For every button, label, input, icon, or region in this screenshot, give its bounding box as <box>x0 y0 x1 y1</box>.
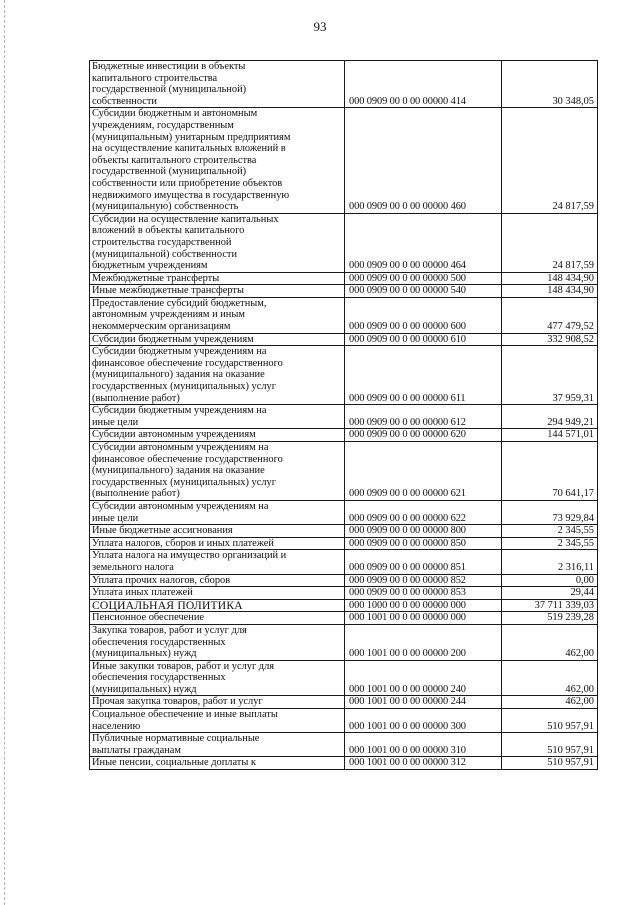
row-name-cell: Уплата налога на имущество организаций и земельного налога <box>90 550 345 574</box>
row-amount-cell: 332 908,52 <box>502 333 598 346</box>
row-code-cell: 000 0909 00 0 00 00000 621 <box>345 442 502 501</box>
row-name-cell: СОЦИАЛЬНАЯ ПОЛИТИКА <box>90 599 345 612</box>
row-code-cell: 000 0909 00 0 00 00000 414 <box>345 61 502 108</box>
row-code-cell: 000 0909 00 0 00 00000 850 <box>345 537 502 550</box>
row-name-cell: Субсидии бюджетным учреждениям на финансовое обеспечение государственного (муниципального) задания на оказание государственных (муниципальных) услуг (выполнение работ) <box>90 346 345 405</box>
row-code-cell: 000 0909 00 0 00 00000 464 <box>345 213 502 272</box>
table-row <box>90 525 598 538</box>
row-name-cell: Закупка товаров, работ и услуг для обеспечения государственных (муниципальных) нужд <box>90 624 345 660</box>
row-code-cell: 000 0909 00 0 00 00000 851 <box>345 550 502 574</box>
table-row <box>90 709 598 733</box>
table-row <box>90 757 598 770</box>
scan-edge <box>4 0 6 905</box>
row-name-cell: Публичные нормативные социальные выплаты гражданам <box>90 733 345 757</box>
row-name-cell: Иные межбюджетные трансферты <box>90 285 345 298</box>
row-code-cell: 000 0909 00 0 00 00000 600 <box>345 297 502 333</box>
row-amount-cell: 462,00 <box>502 624 598 660</box>
row-name-cell: Бюджетные инвестиции в объекты капитального строительства государственной (муниципальной) собственности <box>90 61 345 108</box>
row-amount-cell: 73 929,84 <box>502 500 598 524</box>
row-name-cell: Субсидии бюджетным и автономным учреждениям, государственным (муниципальным) унитарным предприятиям на осуществление капитальных вложений в объекты капитального строительства государственной (муниципальной) собственности или приобретение объектов недвижимого имущества в государственную (муниципальную) собственность <box>90 108 345 213</box>
table-row <box>90 550 598 574</box>
row-name-cell: Иные закупки товаров, работ и услуг для обеспечения государственных (муниципальных) нужд <box>90 660 345 696</box>
row-name-cell: Предоставление субсидий бюджетным, автономным учреждениям и иным некоммерческим организациям <box>90 297 345 333</box>
row-name-cell: Иные бюджетные ассигнования <box>90 525 345 538</box>
row-code-cell: 000 1001 00 0 00 00000 200 <box>345 624 502 660</box>
row-amount-cell: 30 348,05 <box>502 61 598 108</box>
row-amount-cell: 294 949,21 <box>502 405 598 429</box>
row-amount-cell: 510 957,91 <box>502 733 598 757</box>
row-code-cell: 000 0909 00 0 00 00000 500 <box>345 272 502 285</box>
row-amount-cell: 144 571,01 <box>502 429 598 442</box>
row-amount-cell: 24 817,59 <box>502 108 598 213</box>
row-amount-cell: 477 479,52 <box>502 297 598 333</box>
section-row <box>90 599 598 612</box>
row-code-cell: 000 0909 00 0 00 00000 620 <box>345 429 502 442</box>
row-name-cell: Пенсионное обеспечение <box>90 612 345 625</box>
table-row <box>90 660 598 696</box>
row-code-cell: 000 0909 00 0 00 00000 612 <box>345 405 502 429</box>
table-row <box>90 108 598 213</box>
table-row <box>90 442 598 501</box>
row-name-cell: Социальное обеспечение и иные выплаты населению <box>90 709 345 733</box>
row-amount-cell: 462,00 <box>502 696 598 709</box>
row-amount-cell: 2 345,55 <box>502 525 598 538</box>
row-name-cell: Субсидии бюджетным учреждениям на иные цели <box>90 405 345 429</box>
row-name-cell: Уплата налогов, сборов и иных платежей <box>90 537 345 550</box>
table-row <box>90 612 598 625</box>
row-code-cell: 000 0909 00 0 00 00000 610 <box>345 333 502 346</box>
table-body <box>90 61 598 770</box>
table-row <box>90 574 598 587</box>
table-row <box>90 333 598 346</box>
row-name-cell: Субсидии автономным учреждениям <box>90 429 345 442</box>
table-row <box>90 285 598 298</box>
row-amount-cell: 0,00 <box>502 574 598 587</box>
page-number: 93 <box>313 19 327 34</box>
row-amount-cell: 37 711 339,03 <box>502 599 598 612</box>
table-row <box>90 587 598 600</box>
row-amount-cell: 2 316,11 <box>502 550 598 574</box>
table-row <box>90 696 598 709</box>
row-amount-cell: 148 434,90 <box>502 272 598 285</box>
row-amount-cell: 148 434,90 <box>502 285 598 298</box>
row-amount-cell: 29,44 <box>502 587 598 600</box>
row-code-cell: 000 0909 00 0 00 00000 611 <box>345 346 502 405</box>
row-code-cell: 000 0909 00 0 00 00000 622 <box>345 500 502 524</box>
row-code-cell: 000 1001 00 0 00 00000 000 <box>345 612 502 625</box>
row-code-cell: 000 0909 00 0 00 00000 853 <box>345 587 502 600</box>
table-row <box>90 272 598 285</box>
table-row <box>90 297 598 333</box>
table-row <box>90 213 598 272</box>
row-name-cell: Межбюджетные трансферты <box>90 272 345 285</box>
table-row <box>90 61 598 108</box>
row-code-cell: 000 1000 00 0 00 00000 000 <box>345 599 502 612</box>
row-name-cell: Субсидии бюджетным учреждениям <box>90 333 345 346</box>
row-amount-cell: 70 641,17 <box>502 442 598 501</box>
table-row <box>90 405 598 429</box>
row-name-cell: Субсидии автономным учреждениям на иные цели <box>90 500 345 524</box>
row-amount-cell: 37 959,31 <box>502 346 598 405</box>
row-name-cell: Уплата иных платежей <box>90 587 345 600</box>
row-name-cell: Субсидии автономным учреждениям на финансовое обеспечение государственного (муниципального) задания на оказание государственных (муниципальных) услуг (выполнение работ) <box>90 442 345 501</box>
table-row <box>90 733 598 757</box>
row-amount-cell: 24 817,59 <box>502 213 598 272</box>
row-amount-cell: 2 345,55 <box>502 537 598 550</box>
row-code-cell: 000 1001 00 0 00 00000 312 <box>345 757 502 770</box>
row-code-cell: 000 1001 00 0 00 00000 300 <box>345 709 502 733</box>
table-row <box>90 537 598 550</box>
row-code-cell: 000 0909 00 0 00 00000 540 <box>345 285 502 298</box>
table-row <box>90 500 598 524</box>
row-amount-cell: 510 957,91 <box>502 709 598 733</box>
budget-table <box>89 60 598 770</box>
row-code-cell: 000 0909 00 0 00 00000 800 <box>345 525 502 538</box>
row-code-cell: 000 0909 00 0 00 00000 852 <box>345 574 502 587</box>
row-code-cell: 000 1001 00 0 00 00000 240 <box>345 660 502 696</box>
row-name-cell: Уплата прочих налогов, сборов <box>90 574 345 587</box>
row-name-cell: Субсидии на осуществление капитальных вложений в объекты капитального строительства государственной (муниципальной) собственности бюджетным учреждениям <box>90 213 345 272</box>
table-row <box>90 624 598 660</box>
row-code-cell: 000 0909 00 0 00 00000 460 <box>345 108 502 213</box>
table-row <box>90 429 598 442</box>
row-amount-cell: 519 239,28 <box>502 612 598 625</box>
row-name-cell: Иные пенсии, социальные доплаты к <box>90 757 345 770</box>
row-amount-cell: 462,00 <box>502 660 598 696</box>
row-code-cell: 000 1001 00 0 00 00000 310 <box>345 733 502 757</box>
table-row <box>90 346 598 405</box>
row-name-cell: Прочая закупка товаров, работ и услуг <box>90 696 345 709</box>
row-code-cell: 000 1001 00 0 00 00000 244 <box>345 696 502 709</box>
row-amount-cell: 510 957,91 <box>502 757 598 770</box>
